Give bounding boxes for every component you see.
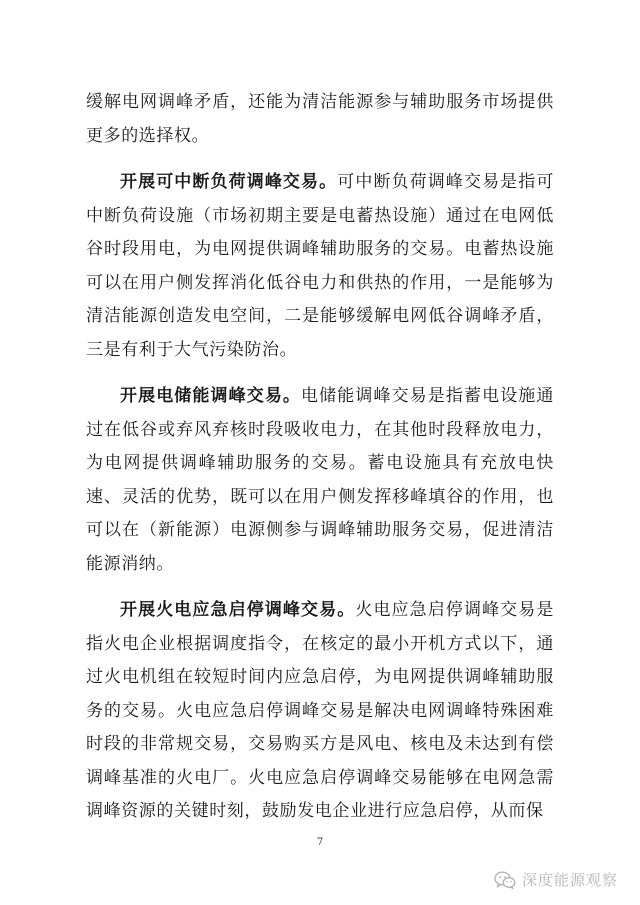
paragraph-gap: [86, 153, 554, 166]
paragraph-gap: [86, 581, 554, 594]
paragraph-gap: [86, 367, 554, 380]
paragraph-interruptible-load: [86, 166, 554, 367]
paragraph-energy-storage: [86, 380, 554, 581]
intro-continuation: [86, 86, 554, 153]
paragraph-body: 可中断负荷调峰交易是指可中断负荷设施（市场初期主要是电蓄热设施）通过在电网低谷时段用电，为电网提供调峰辅助服务的交易。电蓄热设施可以在用户侧发挥消化低谷电力和供热的作用，一是能够为清洁能源创造发电空间，二是能够缓解电网低谷调峰矛盾，三是有利于大气污染防治。: [86, 172, 554, 360]
watermark: [494, 869, 618, 890]
watermark-text: 深度能源观察: [521, 871, 618, 889]
paragraph-heading: 开展可中断负荷调峰交易。: [120, 172, 338, 192]
paragraph-thermal-emergency: [86, 594, 554, 829]
paragraph-body: 电储能调峰交易是指蓄电设施通过在低谷或弃风弃核时段吸收电力，在其他时段释放电力，为电网提供调峰辅助服务的交易。蓄电设施具有充放电快速、灵活的优势，既可以在用户侧发挥移峰填谷的作用，也可以在（新能源）电源侧参与调峰辅助服务交易，促进清洁能源消纳。: [86, 386, 554, 574]
wechat-icon: [494, 871, 516, 889]
paragraph-body: 火电应急启停调峰交易是指火电企业根据调度指令，在核定的最小开机方式以下，通过火电机组在较短时间内应急启停，为电网提供调峰辅助服务的交易。火电应急启停调峰交易是解决电网调峰特殊困难时段的非常规交易，交易购买方是风电、核电及未达到有偿调峰基准的火电厂。火电应急启停调峰交易能够在电网急需调峰资源的关键时刻，鼓励发电企业进行应急启停，从而保: [86, 600, 554, 821]
paragraph-heading: 开展火电应急启停调峰交易。: [120, 600, 356, 620]
page-number: 7: [316, 837, 324, 848]
paragraph-heading: 开展电储能调峰交易。: [120, 386, 302, 406]
intro-text: 缓解电网调峰矛盾，还能为清洁能源参与辅助服务市场提供更多的选择权。: [86, 92, 554, 146]
document-body: [86, 86, 554, 829]
